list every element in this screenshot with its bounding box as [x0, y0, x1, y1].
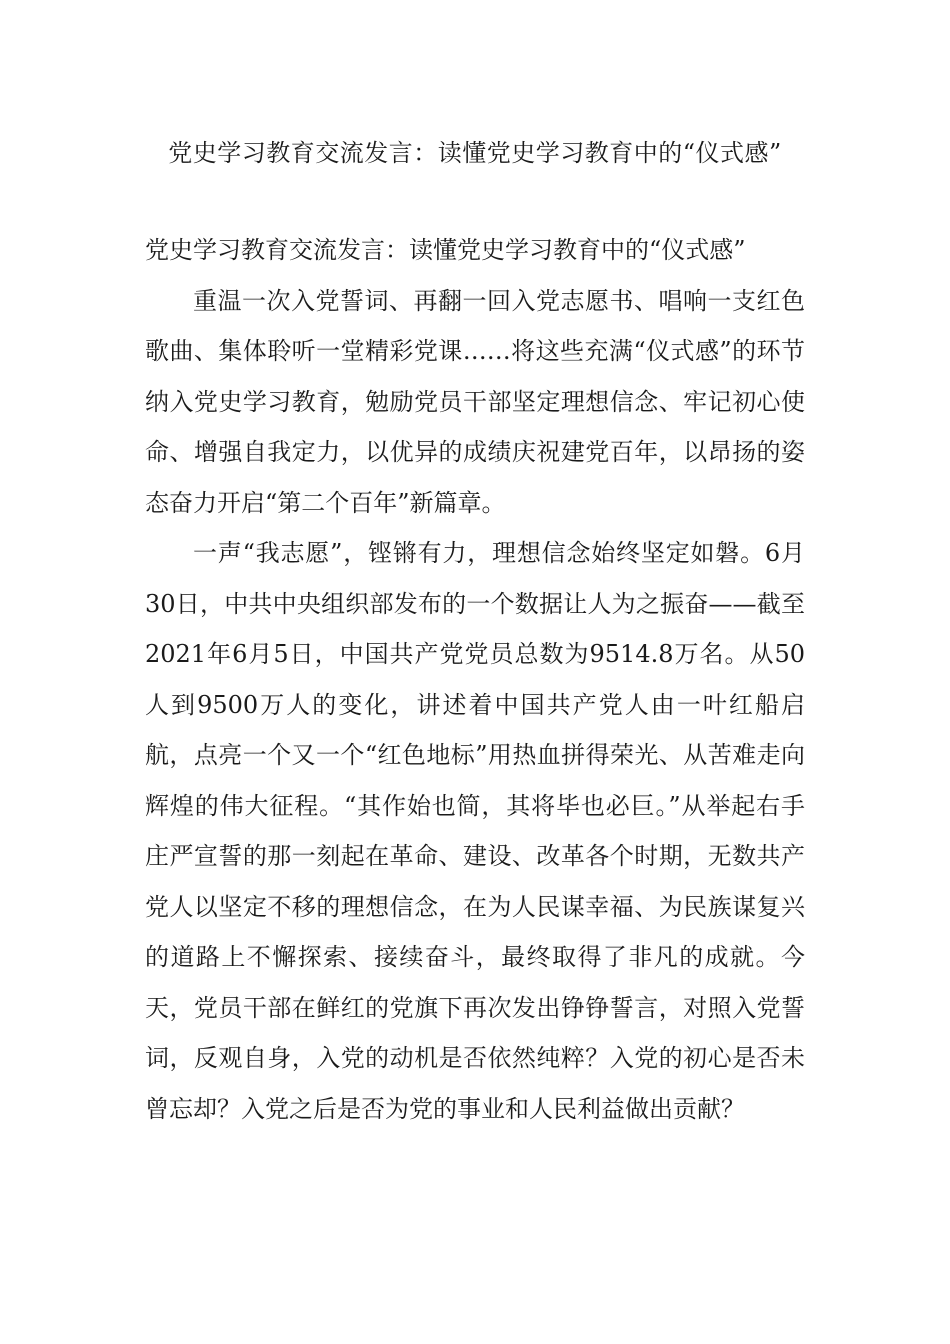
body-paragraph-2: 一声“我志愿”，铿锵有力，理想信念始终坚定如磐。6月30日，中共中央组织部发布的一个数据让人为之振奋——截至2021年6月5日，中国共产党党员总数为9514.8万名。从50人到9500万人的变化，讲述着中国共产党人由一叶红船启航，点亮一个又一个“红色地标”用热血拼得荣光、从苦难走向辉煌的伟大征程。“其作始也简，其将毕也必巨。”从举起右手庄严宣誓的那一刻起在革命、建设、改革各个时期，无数共产党人以坚定不移的理想信念，在为人民谋幸福、为民族谋复兴的道路上不懈探索、接续奋斗，最终取得了非凡的成就。今天，党员干部在鲜红的党旗下再次发出铮铮誓言，对照入党誓词，反观自身，入党的动机是否依然纯粹？入党的初心是否未曾忘却？入党之后是否为党的事业和人民利益做出贡献？: [145, 539, 805, 1123]
body-paragraph-1: 重温一次入党誓词、再翻一回入党志愿书、唱响一支红色歌曲、集体聆听一堂精彩党课……将这些充满“仪式感”的环节纳入党史学习教育，勉励党员干部坚定理想信念、牢记初心使命、增强自我定力，以优异的成绩庆祝建党百年，以昂扬的姿态奋力开启“第二个百年”新篇章。: [145, 286, 805, 517]
document-body: [145, 225, 805, 1134]
document-subtitle: 党史学习教育交流发言：读懂党史学习教育中的“仪式感”: [145, 236, 746, 264]
document-title: 党史学习教育交流发言：读懂党史学习教育中的“仪式感”: [168, 139, 782, 167]
